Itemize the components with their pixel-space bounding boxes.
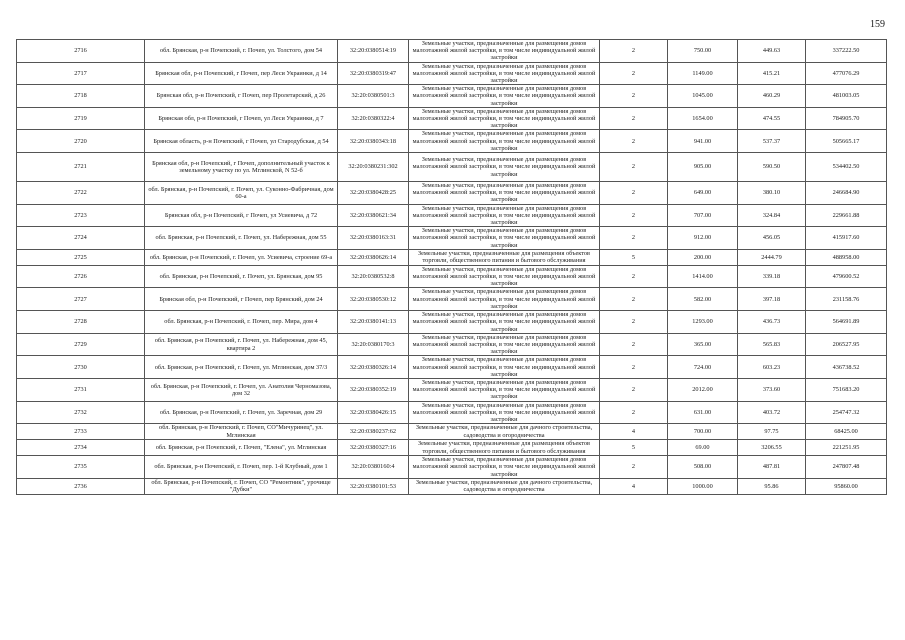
area-cell: 750.00 <box>668 40 738 63</box>
cadastral-value-cell: 229661.88 <box>806 204 887 227</box>
specific-value-cell: 603.23 <box>738 356 806 379</box>
cadastral-value-cell: 246684.90 <box>806 182 887 205</box>
address-cell: Брянская обл, р-н Почепский, г Почеп, пер Пролетарский, д 26 <box>145 85 338 108</box>
row-number-cell: 2732 <box>17 401 145 424</box>
cadastral-value-cell: 505665.17 <box>806 130 887 153</box>
specific-value-cell: 339.18 <box>738 265 806 288</box>
area-cell: 700.00 <box>668 424 738 440</box>
permitted-use-cell: Земельные участки, предназначенные для размещения объектов торговли, общественного питания и бытового обслуживания <box>409 249 600 265</box>
cadastral-value-cell: 254747.32 <box>806 401 887 424</box>
cadastral-number-cell: 32:20:0380352:19 <box>338 378 409 401</box>
group-cell: 2 <box>600 107 668 130</box>
row-number-cell: 2722 <box>17 182 145 205</box>
row-number-cell: 2716 <box>17 40 145 63</box>
area-cell: 365.00 <box>668 333 738 356</box>
area-cell: 1149.00 <box>668 62 738 85</box>
table-row <box>17 107 887 130</box>
permitted-use-cell: Земельные участки, предназначенные для размещения домов малоэтажной жилой застройки, в том числе индивидуальной жилой застройки <box>409 456 600 479</box>
cadastral-number-cell: 32:20:0380326:14 <box>338 356 409 379</box>
cadastral-number-cell: 32:20:0380163:31 <box>338 227 409 250</box>
permitted-use-cell: Земельные участки, предназначенные для размещения объектов торговли, общественного питания и бытового обслуживания <box>409 440 600 456</box>
group-cell: 5 <box>600 440 668 456</box>
row-number-cell: 2733 <box>17 424 145 440</box>
cadastral-number-cell: 32:20:0380160:4 <box>338 456 409 479</box>
address-cell: обл. Брянская, р-н Почепский, г. Почеп, пер. 1-й Клубный, дом 1 <box>145 456 338 479</box>
cadastral-value-cell: 95860.00 <box>806 478 887 494</box>
cadastral-value-cell: 481003.05 <box>806 85 887 108</box>
address-cell: обл. Брянская, р-н Почепский, г. Почеп, ул. Набережная, дом 55 <box>145 227 338 250</box>
group-cell: 2 <box>600 153 668 182</box>
row-number-cell: 2725 <box>17 249 145 265</box>
specific-value-cell: 436.73 <box>738 311 806 334</box>
table-row <box>17 153 887 182</box>
address-cell: обл. Брянская, р-н Почепский, г. Почеп, ул. Брянская, дом 95 <box>145 265 338 288</box>
permitted-use-cell: Земельные участки, предназначенные для размещения домов малоэтажной жилой застройки, в том числе индивидуальной жилой застройки <box>409 85 600 108</box>
cadastral-number-cell: 32:20:0380231:302 <box>338 153 409 182</box>
permitted-use-cell: Земельные участки, предназначенные для размещения домов малоэтажной жилой застройки, в том числе индивидуальной жилой застройки <box>409 265 600 288</box>
page-number: 159 <box>870 19 885 30</box>
permitted-use-cell: Земельные участки, предназначенные для размещения домов малоэтажной жилой застройки, в том числе индивидуальной жилой застройки <box>409 182 600 205</box>
table-row <box>17 333 887 356</box>
permitted-use-cell: Земельные участки, предназначенные для размещения домов малоэтажной жилой застройки, в том числе индивидуальной жилой застройки <box>409 153 600 182</box>
row-number-cell: 2731 <box>17 378 145 401</box>
address-cell: обл. Брянская, р-н Почепский, г. Почеп, ул. Толстого, дом 54 <box>145 40 338 63</box>
cadastral-number-cell: 32:20:0380426:15 <box>338 401 409 424</box>
table-row <box>17 288 887 311</box>
specific-value-cell: 460.29 <box>738 85 806 108</box>
table-row <box>17 249 887 265</box>
specific-value-cell: 380.10 <box>738 182 806 205</box>
area-cell: 1045.00 <box>668 85 738 108</box>
area-cell: 912.00 <box>668 227 738 250</box>
area-cell: 1654.00 <box>668 107 738 130</box>
area-cell: 707.00 <box>668 204 738 227</box>
table-row <box>17 401 887 424</box>
address-cell: обл. Брянская, р-н Почепский, г. Почеп, ул. Заречная, дом 29 <box>145 401 338 424</box>
group-cell: 4 <box>600 478 668 494</box>
row-number-cell: 2719 <box>17 107 145 130</box>
table-row <box>17 227 887 250</box>
permitted-use-cell: Земельные участки, предназначенные для размещения домов малоэтажной жилой застройки, в том числе индивидуальной жилой застройки <box>409 288 600 311</box>
cadastral-number-cell: 32:20:0380514:19 <box>338 40 409 63</box>
cadastral-value-cell: 206527.95 <box>806 333 887 356</box>
cadastral-value-cell: 534402.50 <box>806 153 887 182</box>
table-row <box>17 440 887 456</box>
cadastral-number-cell: 32:20:0380530:12 <box>338 288 409 311</box>
area-cell: 724.00 <box>668 356 738 379</box>
group-cell: 2 <box>600 204 668 227</box>
table-row <box>17 130 887 153</box>
specific-value-cell: 2444.79 <box>738 249 806 265</box>
specific-value-cell: 403.72 <box>738 401 806 424</box>
row-number-cell: 2736 <box>17 478 145 494</box>
row-number-cell: 2720 <box>17 130 145 153</box>
specific-value-cell: 397.18 <box>738 288 806 311</box>
row-number-cell: 2728 <box>17 311 145 334</box>
address-cell: обл. Брянская, р-н Почепский, г. Почеп, ул. Усиевича, строение 69-а <box>145 249 338 265</box>
group-cell: 4 <box>600 424 668 440</box>
row-number-cell: 2718 <box>17 85 145 108</box>
permitted-use-cell: Земельные участки, предназначенные для размещения домов малоэтажной жилой застройки, в том числе индивидуальной жилой застройки <box>409 204 600 227</box>
area-cell: 200.00 <box>668 249 738 265</box>
cadastral-number-cell: 32:20:0380319:47 <box>338 62 409 85</box>
table-row <box>17 40 887 63</box>
table-row <box>17 356 887 379</box>
cadastral-value-cell: 337222.50 <box>806 40 887 63</box>
cadastral-value-cell: 784905.70 <box>806 107 887 130</box>
cadastral-number-cell: 32:20:0380428:25 <box>338 182 409 205</box>
address-cell: обл. Брянская, р-н Почепский, г. Почеп, СО "Ремонтник", урочище "Дубки" <box>145 478 338 494</box>
table-row <box>17 478 887 494</box>
specific-value-cell: 474.55 <box>738 107 806 130</box>
group-cell: 2 <box>600 265 668 288</box>
row-number-cell: 2726 <box>17 265 145 288</box>
cadastral-number-cell: 32:20:0380322:4 <box>338 107 409 130</box>
cadastral-number-cell: 32:20:0380626:14 <box>338 249 409 265</box>
cadastral-value-cell: 68425.00 <box>806 424 887 440</box>
cadastral-value-cell: 436738.52 <box>806 356 887 379</box>
table-row <box>17 378 887 401</box>
cadastral-number-cell: 32:20:0380532:8 <box>338 265 409 288</box>
area-cell: 1293.00 <box>668 311 738 334</box>
cadastral-value-cell: 415917.60 <box>806 227 887 250</box>
cadastral-number-cell: 32:20:0380501:3 <box>338 85 409 108</box>
address-cell: обл. Брянская, р-н Почепский, г. Почеп, ул. Анатолия Черномазова, дом 32 <box>145 378 338 401</box>
specific-value-cell: 373.60 <box>738 378 806 401</box>
cadastral-number-cell: 32:20:0380141:13 <box>338 311 409 334</box>
group-cell: 2 <box>600 85 668 108</box>
address-cell: Брянская обл, р-н Почепский, г Почеп, пер Леси Украинки, д 14 <box>145 62 338 85</box>
cadastral-value-table <box>16 39 887 495</box>
area-cell: 1414.00 <box>668 265 738 288</box>
group-cell: 2 <box>600 182 668 205</box>
address-cell: Брянская область, р-н Почепский, г Почеп, ул Стародубская, д 54 <box>145 130 338 153</box>
permitted-use-cell: Земельные участки, предназначенные для размещения домов малоэтажной жилой застройки, в том числе индивидуальной жилой застройки <box>409 401 600 424</box>
row-number-cell: 2721 <box>17 153 145 182</box>
group-cell: 2 <box>600 288 668 311</box>
permitted-use-cell: Земельные участки, предназначенные для дачного строительства, садоводства и огородничества <box>409 424 600 440</box>
address-cell: Брянская обл, р-н Почепский, г Почеп, дополнительный участок к земельному участку по ул. Мглинской, N 52-б <box>145 153 338 182</box>
table-row <box>17 311 887 334</box>
table-row <box>17 265 887 288</box>
address-cell: обл. Брянская, р-н Почепский, г. Почеп, ул. Суконно-Фабричная, дом 60-а <box>145 182 338 205</box>
group-cell: 2 <box>600 62 668 85</box>
group-cell: 2 <box>600 40 668 63</box>
group-cell: 2 <box>600 130 668 153</box>
specific-value-cell: 487.81 <box>738 456 806 479</box>
area-cell: 69.00 <box>668 440 738 456</box>
cadastral-value-cell: 247807.48 <box>806 456 887 479</box>
permitted-use-cell: Земельные участки, предназначенные для дачного строительства, садоводства и огородничества <box>409 478 600 494</box>
cadastral-value-cell: 564691.89 <box>806 311 887 334</box>
row-number-cell: 2717 <box>17 62 145 85</box>
group-cell: 5 <box>600 249 668 265</box>
cadastral-number-cell: 32:20:0380237:62 <box>338 424 409 440</box>
specific-value-cell: 537.37 <box>738 130 806 153</box>
specific-value-cell: 565.83 <box>738 333 806 356</box>
row-number-cell: 2724 <box>17 227 145 250</box>
area-cell: 1000.00 <box>668 478 738 494</box>
cadastral-number-cell: 32:20:0380621:34 <box>338 204 409 227</box>
area-cell: 2012.00 <box>668 378 738 401</box>
permitted-use-cell: Земельные участки, предназначенные для размещения домов малоэтажной жилой застройки, в том числе индивидуальной жилой застройки <box>409 62 600 85</box>
row-number-cell: 2730 <box>17 356 145 379</box>
cadastral-number-cell: 32:20:0380101:53 <box>338 478 409 494</box>
table-row <box>17 182 887 205</box>
address-cell: обл. Брянская, р-н Почепский, г. Почеп, СО"Мичуринец", ул. Мглинская <box>145 424 338 440</box>
permitted-use-cell: Земельные участки, предназначенные для размещения домов малоэтажной жилой застройки, в том числе индивидуальной жилой застройки <box>409 333 600 356</box>
permitted-use-cell: Земельные участки, предназначенные для размещения домов малоэтажной жилой застройки, в том числе индивидуальной жилой застройки <box>409 356 600 379</box>
specific-value-cell: 456.05 <box>738 227 806 250</box>
cadastral-number-cell: 32:20:0380327:16 <box>338 440 409 456</box>
table-row <box>17 62 887 85</box>
group-cell: 2 <box>600 378 668 401</box>
cadastral-value-cell: 751683.20 <box>806 378 887 401</box>
row-number-cell: 2727 <box>17 288 145 311</box>
address-cell: Брянская обл, р-н Почепский, г Почеп, пер Брянский, дом 24 <box>145 288 338 311</box>
table-row <box>17 424 887 440</box>
cadastral-value-cell: 231158.76 <box>806 288 887 311</box>
row-number-cell: 2723 <box>17 204 145 227</box>
area-cell: 649.00 <box>668 182 738 205</box>
specific-value-cell: 415.21 <box>738 62 806 85</box>
specific-value-cell: 95.86 <box>738 478 806 494</box>
row-number-cell: 2734 <box>17 440 145 456</box>
address-cell: обл. Брянская, р-н Почепский, г. Почеп, "Елена", ул. Мглинская <box>145 440 338 456</box>
permitted-use-cell: Земельные участки, предназначенные для размещения домов малоэтажной жилой застройки, в том числе индивидуальной жилой застройки <box>409 378 600 401</box>
cadastral-value-cell: 477076.29 <box>806 62 887 85</box>
address-cell: обл. Брянская, р-н Почепский, г. Почеп, ул. Мглинская, дом 37/3 <box>145 356 338 379</box>
specific-value-cell: 590.50 <box>738 153 806 182</box>
group-cell: 2 <box>600 456 668 479</box>
address-cell: Брянская обл, р-н Почепский, г Почеп, ул Усиевича, д 72 <box>145 204 338 227</box>
group-cell: 2 <box>600 401 668 424</box>
table-row <box>17 204 887 227</box>
area-cell: 508.00 <box>668 456 738 479</box>
row-number-cell: 2735 <box>17 456 145 479</box>
address-cell: обл. Брянская, р-н Почепский, г. Почеп, пер. Мира, дом 4 <box>145 311 338 334</box>
table-row <box>17 456 887 479</box>
cadastral-number-cell: 32:20:0380343:18 <box>338 130 409 153</box>
permitted-use-cell: Земельные участки, предназначенные для размещения домов малоэтажной жилой застройки, в том числе индивидуальной жилой застройки <box>409 311 600 334</box>
group-cell: 2 <box>600 333 668 356</box>
permitted-use-cell: Земельные участки, предназначенные для размещения домов малоэтажной жилой застройки, в том числе индивидуальной жилой застройки <box>409 40 600 63</box>
group-cell: 2 <box>600 311 668 334</box>
area-cell: 905.00 <box>668 153 738 182</box>
area-cell: 631.00 <box>668 401 738 424</box>
permitted-use-cell: Земельные участки, предназначенные для размещения домов малоэтажной жилой застройки, в том числе индивидуальной жилой застройки <box>409 227 600 250</box>
row-number-cell: 2729 <box>17 333 145 356</box>
area-cell: 582.00 <box>668 288 738 311</box>
cadastral-value-cell: 488958.00 <box>806 249 887 265</box>
specific-value-cell: 449.63 <box>738 40 806 63</box>
permitted-use-cell: Земельные участки, предназначенные для размещения домов малоэтажной жилой застройки, в том числе индивидуальной жилой застройки <box>409 130 600 153</box>
specific-value-cell: 97.75 <box>738 424 806 440</box>
address-cell: обл. Брянская, р-н Почепский, г. Почеп, ул. Набережная, дом 45, квартира 2 <box>145 333 338 356</box>
cadastral-value-cell: 221251.95 <box>806 440 887 456</box>
area-cell: 941.00 <box>668 130 738 153</box>
specific-value-cell: 324.84 <box>738 204 806 227</box>
table-row <box>17 85 887 108</box>
cadastral-value-cell: 479600.52 <box>806 265 887 288</box>
group-cell: 2 <box>600 227 668 250</box>
permitted-use-cell: Земельные участки, предназначенные для размещения домов малоэтажной жилой застройки, в том числе индивидуальной жилой застройки <box>409 107 600 130</box>
specific-value-cell: 3206.55 <box>738 440 806 456</box>
group-cell: 2 <box>600 356 668 379</box>
table-body <box>17 40 887 495</box>
cadastral-number-cell: 32:20:0380170:3 <box>338 333 409 356</box>
address-cell: Брянская обл, р-н Почепский, г Почеп, ул Леси Украинки, д 7 <box>145 107 338 130</box>
